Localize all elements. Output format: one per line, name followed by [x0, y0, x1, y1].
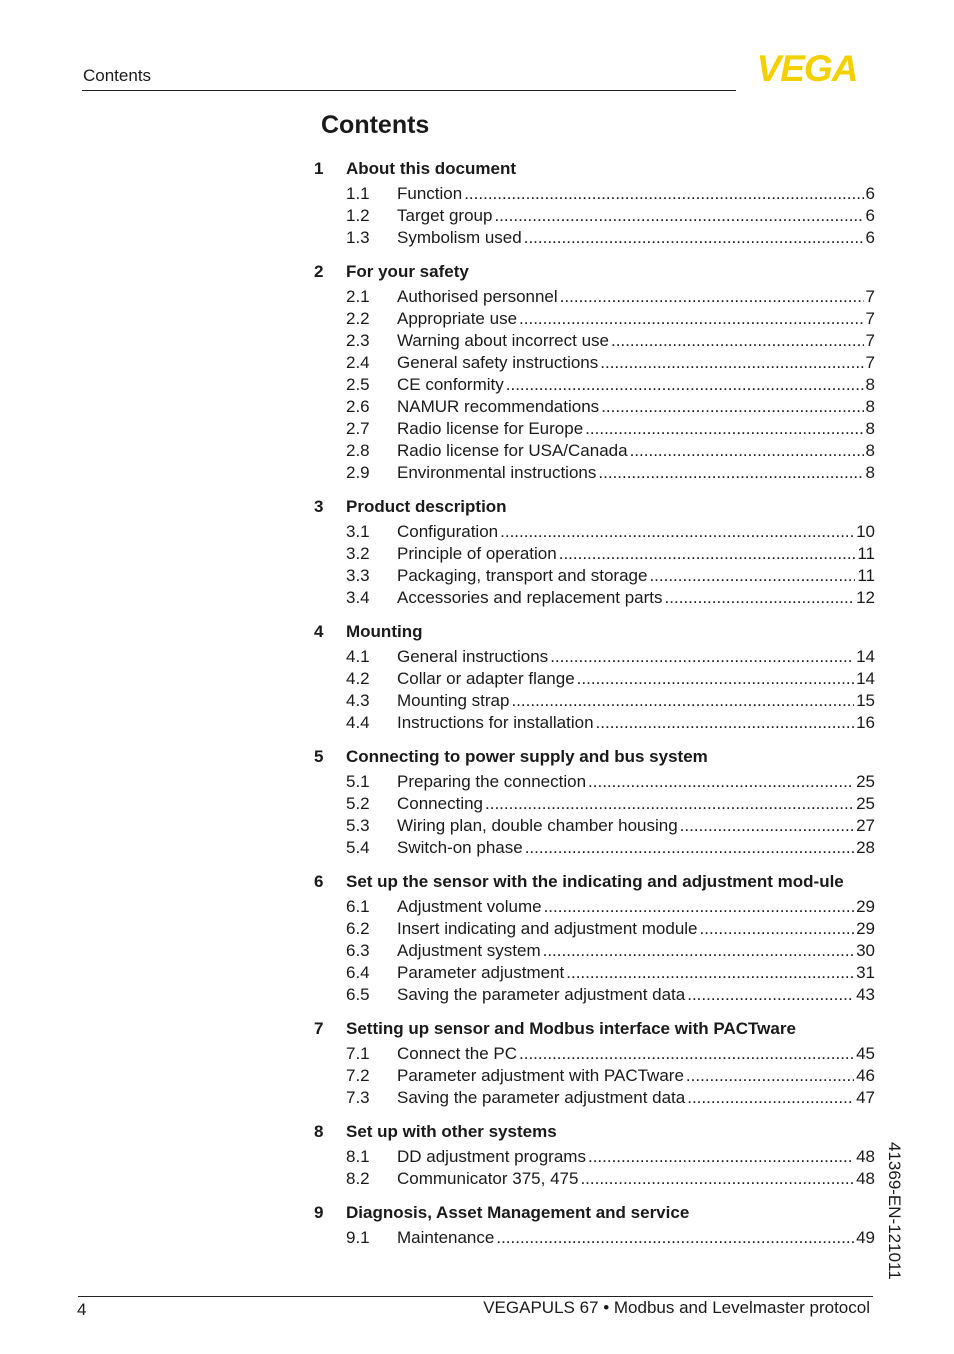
toc-entry-title: Instructions for installation — [397, 713, 594, 732]
toc-entry-number: 5.1 — [346, 772, 370, 791]
document-code-text: 41369-EN-121011 — [885, 1142, 904, 1280]
toc-entry[interactable] — [346, 330, 875, 352]
header-section-label: Contents — [83, 66, 152, 85]
toc-entry-title: Radio license for USA/Canada — [397, 441, 628, 460]
toc-entry-number: 2.6 — [346, 397, 370, 416]
toc-entry-page: 25 — [856, 772, 875, 791]
toc-entry-page: 7 — [865, 331, 875, 350]
toc-dot-leader — [596, 712, 855, 734]
toc-entry-title: Wiring plan, double chamber housing — [397, 816, 678, 835]
footer-rule — [78, 1296, 873, 1297]
toc-dot-leader — [550, 646, 854, 668]
toc-entry-page: 14 — [856, 669, 875, 688]
toc-dot-leader — [611, 330, 864, 352]
toc-dot-leader — [580, 1168, 854, 1190]
toc-entry-number: 7.2 — [346, 1066, 370, 1085]
toc-entry-title: Adjustment system — [397, 941, 541, 960]
toc-section-number: 4 — [314, 622, 324, 641]
toc-entry-page: 25 — [856, 794, 875, 813]
toc-section-title: For your safety — [346, 262, 469, 281]
toc-entry-number: 4.1 — [346, 647, 370, 666]
toc-entry[interactable] — [346, 896, 875, 918]
toc-entry-page: 15 — [856, 691, 875, 710]
toc-entry-title: Function — [397, 184, 463, 203]
toc-entry[interactable] — [346, 646, 875, 668]
toc-dot-leader — [559, 543, 856, 565]
toc-entry-number: 7.3 — [346, 1088, 370, 1107]
toc-entry-title: Principle of operation — [397, 544, 557, 563]
toc-entry-number: 2.5 — [346, 375, 370, 394]
toc-entry-page: 48 — [856, 1147, 875, 1166]
toc-section-title: Setting up sensor and Modbus interface with PACTware — [346, 1019, 796, 1038]
header-rule — [82, 90, 736, 91]
toc-entry-title: Radio license for Europe — [397, 419, 584, 438]
toc-entry[interactable] — [346, 543, 875, 565]
toc-entry-page: 7 — [865, 353, 875, 372]
toc-section — [314, 158, 875, 249]
toc-entry-page: 10 — [856, 522, 875, 541]
toc-entry[interactable] — [346, 918, 875, 940]
toc-dot-leader — [585, 418, 863, 440]
toc-entry-number: 8.1 — [346, 1147, 370, 1166]
toc-entry-number: 2.4 — [346, 353, 370, 372]
toc-entry-page: 47 — [856, 1088, 875, 1107]
toc-dot-leader — [511, 690, 854, 712]
toc-dot-leader — [519, 308, 864, 330]
toc-section-title: Connecting to power supply and bus system — [346, 747, 708, 766]
toc-dot-leader — [577, 668, 854, 690]
toc-section — [314, 1121, 875, 1190]
toc-entry-page: 48 — [856, 1169, 875, 1188]
toc-entry[interactable] — [346, 396, 875, 418]
toc-dot-leader — [588, 771, 854, 793]
toc-section-number: 6 — [314, 872, 324, 891]
toc-entry-page: 31 — [856, 963, 875, 982]
toc-entry-number: 2.8 — [346, 441, 370, 460]
toc-dot-leader — [588, 1146, 854, 1168]
toc-dot-leader — [700, 918, 855, 940]
toc-section-heading[interactable] — [314, 1202, 875, 1224]
footer-document-title: VEGAPULS 67 • Modbus and Levelmaster protocol — [483, 1298, 870, 1317]
toc-dot-leader — [566, 962, 854, 984]
toc-entry-number: 4.3 — [346, 691, 370, 710]
toc-entry-title: General instructions — [397, 647, 549, 666]
toc-section-heading[interactable] — [314, 261, 875, 283]
toc-entry-number: 1.1 — [346, 184, 370, 203]
toc-dot-leader — [680, 815, 854, 837]
toc-dot-leader — [543, 940, 854, 962]
toc-entry-number: 9.1 — [346, 1228, 370, 1247]
toc-section-heading[interactable] — [314, 1121, 875, 1143]
toc-section — [314, 871, 875, 1006]
toc-section-title: Mounting — [346, 622, 423, 641]
toc-section-title: Set up with other systems — [346, 1122, 557, 1141]
toc-entry[interactable] — [346, 418, 875, 440]
toc-entry-number: 5.3 — [346, 816, 370, 835]
toc-entry-title: DD adjustment programs — [397, 1147, 586, 1166]
toc-entry-title: Saving the parameter adjustment data — [397, 1088, 686, 1107]
toc-entry[interactable] — [346, 712, 875, 734]
toc-dot-leader — [464, 183, 863, 205]
toc-section-number: 2 — [314, 262, 324, 281]
toc-section-number: 8 — [314, 1122, 324, 1141]
toc-entry-title: NAMUR recommendations — [397, 397, 600, 416]
toc-entry-title: Target group — [397, 206, 493, 225]
toc-section-number: 5 — [314, 747, 324, 766]
toc-entry[interactable] — [346, 962, 875, 984]
svg-text:VEGA: VEGA — [756, 52, 858, 84]
toc-section-heading[interactable] — [314, 746, 875, 768]
toc-section-number: 1 — [314, 159, 324, 178]
toc-entry[interactable] — [346, 205, 875, 227]
toc-entry[interactable] — [346, 668, 875, 690]
toc-entry-number: 2.9 — [346, 463, 370, 482]
toc-entry-title: Packaging, transport and storage — [397, 566, 648, 585]
toc-entry-page: 12 — [856, 588, 875, 607]
toc-dot-leader — [600, 352, 863, 374]
toc-entry[interactable] — [346, 183, 875, 205]
toc-entry-page: 6 — [865, 184, 875, 203]
footer-page-number: 4 — [77, 1300, 87, 1319]
toc-entry-page: 29 — [856, 897, 875, 916]
toc-section — [314, 746, 875, 859]
toc-entry[interactable] — [346, 1227, 875, 1249]
toc-entry-number: 3.1 — [346, 522, 370, 541]
toc-entry-title: Preparing the connection — [397, 772, 587, 791]
toc-entry-page: 49 — [856, 1228, 875, 1247]
toc-entry[interactable] — [346, 286, 875, 308]
toc-entry-title: Environmental instructions — [397, 463, 597, 482]
toc-entry-number: 4.2 — [346, 669, 370, 688]
toc-entry-page: 6 — [865, 228, 875, 247]
toc-entry-title: Maintenance — [397, 1228, 495, 1247]
toc-dot-leader — [687, 984, 854, 1006]
toc-entry-page: 27 — [856, 816, 875, 835]
toc-dot-leader — [500, 521, 854, 543]
toc-dot-leader — [496, 1227, 854, 1249]
toc-entry-title: Connect the PC — [397, 1044, 518, 1063]
document-code — [880, 1142, 906, 1288]
toc-section-title: Product description — [346, 497, 507, 516]
toc-entry-title: Parameter adjustment with PACTware — [397, 1066, 684, 1085]
toc-entry[interactable] — [346, 565, 875, 587]
toc-section-title: Diagnosis, Asset Management and service — [346, 1203, 690, 1222]
toc-entry-number: 5.2 — [346, 794, 370, 813]
toc-entry-page: 45 — [856, 1044, 875, 1063]
toc-entry-page: 8 — [865, 419, 875, 438]
toc-section — [314, 621, 875, 734]
toc-entry[interactable] — [346, 1146, 875, 1168]
toc-entry[interactable] — [346, 771, 875, 793]
toc-entry-page: 7 — [865, 287, 875, 306]
vega-logo — [741, 52, 873, 84]
toc-dot-leader — [506, 374, 864, 396]
toc-entry[interactable] — [346, 1168, 875, 1190]
toc-entry-page: 11 — [857, 566, 875, 585]
toc-entry[interactable] — [346, 308, 875, 330]
toc-entry-title: Communicator 375, 475 — [397, 1169, 579, 1188]
toc-entry-number: 3.2 — [346, 544, 370, 563]
toc-entry-title: Switch-on phase — [397, 838, 523, 857]
toc-dot-leader — [649, 565, 855, 587]
toc-dot-leader — [524, 227, 864, 249]
toc-dot-leader — [686, 1065, 854, 1087]
toc-entry-title: Insert indicating and adjustment module — [397, 919, 698, 938]
toc-section-title: Set up the sensor with the indicating and adjustment mod-ule — [346, 872, 844, 891]
toc-entry-page: 29 — [856, 919, 875, 938]
toc-entry[interactable] — [346, 815, 875, 837]
toc-entry-number: 6.1 — [346, 897, 370, 916]
toc-dot-leader — [598, 462, 863, 484]
toc-dot-leader — [601, 396, 863, 418]
toc-entry-number: 6.4 — [346, 963, 370, 982]
toc-entry[interactable] — [346, 352, 875, 374]
toc-entry-number: 3.3 — [346, 566, 370, 585]
toc-entry-title: Symbolism used — [397, 228, 522, 247]
toc-entry[interactable] — [346, 940, 875, 962]
toc-dot-leader — [687, 1087, 854, 1109]
toc-entry-number: 2.2 — [346, 309, 370, 328]
toc-entry-title: Warning about incorrect use — [397, 331, 609, 350]
toc-entry-page: 16 — [856, 713, 875, 732]
toc-dot-leader — [560, 286, 864, 308]
toc-entry-page: 11 — [857, 544, 875, 563]
toc-entry-page: 46 — [856, 1066, 875, 1085]
toc-entry-number: 4.4 — [346, 713, 370, 732]
toc-dot-leader — [544, 896, 855, 918]
toc-entry[interactable] — [346, 690, 875, 712]
toc-entry[interactable] — [346, 521, 875, 543]
toc-entry-page: 8 — [865, 397, 875, 416]
toc-entry[interactable] — [346, 587, 875, 609]
toc-entry-number: 6.2 — [346, 919, 370, 938]
toc-entry[interactable] — [346, 793, 875, 815]
toc-dot-leader — [665, 587, 855, 609]
toc-entry-number: 2.3 — [346, 331, 370, 350]
toc-entry-title: General safety instructions — [397, 353, 599, 372]
toc-entry-title: Connecting — [397, 794, 484, 813]
toc-entry-page: 14 — [856, 647, 875, 666]
toc-entry[interactable] — [346, 837, 875, 859]
toc-entry-number: 6.3 — [346, 941, 370, 960]
toc-entry[interactable] — [346, 440, 875, 462]
toc-section — [314, 1018, 875, 1109]
toc-dot-leader — [519, 1043, 854, 1065]
toc-entry[interactable] — [346, 1043, 875, 1065]
toc-section — [314, 496, 875, 609]
toc-entry-number: 1.3 — [346, 228, 370, 247]
toc-entry-page: 28 — [856, 838, 875, 857]
toc-entry[interactable] — [346, 1087, 875, 1109]
toc-section-heading[interactable] — [314, 496, 875, 518]
toc-entry-number: 2.1 — [346, 287, 370, 306]
toc-entry-page: 8 — [865, 375, 875, 394]
toc-entry[interactable] — [346, 227, 875, 249]
toc-section-heading[interactable] — [314, 871, 875, 893]
toc-section-number: 9 — [314, 1203, 324, 1222]
toc-section — [314, 1202, 875, 1249]
toc-entry[interactable] — [346, 462, 875, 484]
toc-entry-number: 6.5 — [346, 985, 370, 1004]
toc-dot-leader — [630, 440, 864, 462]
toc-entry-title: Authorised personnel — [397, 287, 558, 306]
toc-entry[interactable] — [346, 374, 875, 396]
toc-entry-number: 1.2 — [346, 206, 370, 225]
toc-dot-leader — [485, 793, 854, 815]
toc-section — [314, 261, 875, 484]
toc-entry-page: 43 — [856, 985, 875, 1004]
toc-entry-title: Adjustment volume — [397, 897, 542, 916]
toc-entry-page: 6 — [865, 206, 875, 225]
toc-dot-leader — [494, 205, 863, 227]
page-title: Contents — [321, 111, 430, 139]
toc-entry[interactable] — [346, 984, 875, 1006]
toc-entry-title: Saving the parameter adjustment data — [397, 985, 686, 1004]
toc-entry-number: 8.2 — [346, 1169, 370, 1188]
toc-section-heading[interactable] — [314, 158, 875, 180]
toc-entry-title: CE conformity — [397, 375, 504, 394]
toc-entry-title: Parameter adjustment — [397, 963, 565, 982]
toc-entry[interactable] — [346, 1065, 875, 1087]
toc-section-title: About this document — [346, 159, 516, 178]
toc-section-number: 3 — [314, 497, 324, 516]
toc-entry-page: 8 — [865, 441, 875, 460]
toc-dot-leader — [525, 837, 854, 859]
toc-section-number: 7 — [314, 1019, 324, 1038]
toc-entry-page: 7 — [865, 309, 875, 328]
toc-entry-title: Accessories and replacement parts — [397, 588, 663, 607]
toc-entry-title: Mounting strap — [397, 691, 510, 710]
toc-entry-number: 7.1 — [346, 1044, 370, 1063]
toc-section-heading[interactable] — [314, 1018, 875, 1040]
toc-entry-title: Configuration — [397, 522, 499, 541]
toc-entry-page: 30 — [856, 941, 875, 960]
table-of-contents — [314, 158, 875, 1261]
toc-section-heading[interactable] — [314, 621, 875, 643]
toc-entry-number: 5.4 — [346, 838, 370, 857]
toc-entry-title: Appropriate use — [397, 309, 518, 328]
toc-entry-number: 2.7 — [346, 419, 370, 438]
toc-entry-title: Collar or adapter flange — [397, 669, 575, 688]
toc-entry-number: 3.4 — [346, 588, 370, 607]
toc-entry-page: 8 — [865, 463, 875, 482]
